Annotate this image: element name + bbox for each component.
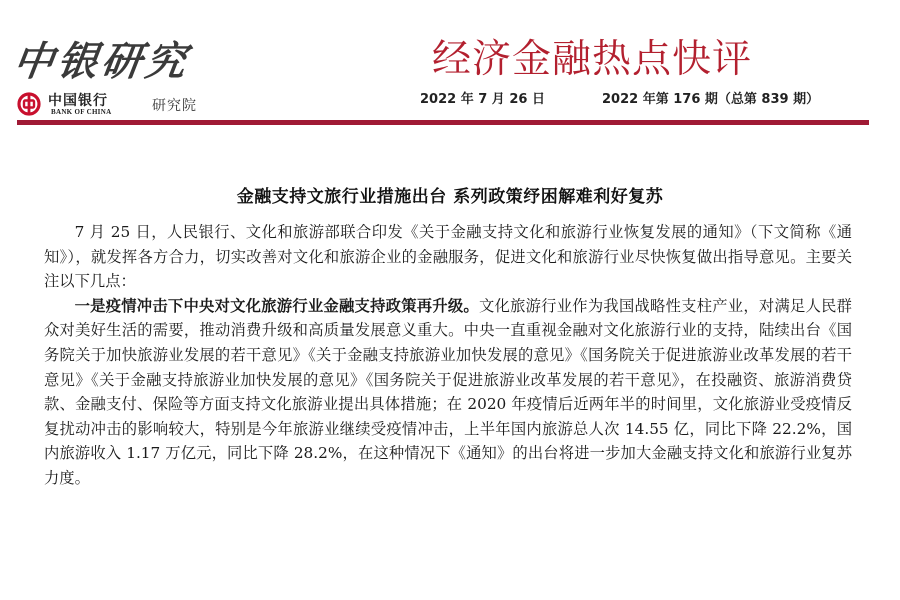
- report-date: 2022 年 7 月 26 日: [420, 92, 545, 107]
- article-headline: 金融支持文旅行业措施出台 系列政策纾困解难利好复苏: [236, 187, 664, 207]
- article-body: [44, 220, 852, 491]
- header-divider: [17, 120, 869, 125]
- report-series-title: 经济金融热点快评: [432, 37, 753, 82]
- paragraph-point-one: [44, 294, 852, 491]
- paragraph-intro: [44, 220, 852, 294]
- bank-name-cn: 中国银行: [48, 93, 108, 109]
- bank-name-en: BANK OF CHINA: [51, 108, 112, 116]
- paragraph-text: 文化旅游行业作为我国战略性支柱产业，对满足人民群众对美好生活的需要，推动消费升级和高质量发展意义重大。中央一直重视金融对文化旅游行业的支持，陆续出台《国务院关于加快旅游业发展的若干意见》《关于金融支持旅游业加快发展的意见》《国务院关于促进旅游业改革发展的若干意见》《关于金融支持旅游业加快发展的意见》《国务院关于促进旅游业改革发展的若干意见》，在投融资、旅游消费贷款、金融支付、保险等方面支持文化旅游业提出具体措施；在 2020 年疫情后近两年半的时间里，文化旅游业受疫情反复扰动冲击的影响较大，特别是今年旅游业继续受疫情冲击，上半年国内旅游总人次 14.55 亿，同比下降 22.2%，国内旅游收入 1.17 万亿元，同比下降 28.2%，在这种情况下《通知》的出台将进一步加大金融支持文化和旅游行业复苏力度。: [44, 296, 852, 487]
- paragraph-text: 7 月 25 日，人民银行、文化和旅游部联合印发《关于金融支持文化和旅游行业恢复发展的通知》（下文简称《通知》），就发挥各方合力，切实改善对文化和旅游企业的金融服务，促进文化和旅游行业尽快恢复做出指导意见。主要关注以下几点：: [44, 223, 852, 291]
- institute-label: 研究院: [152, 98, 197, 114]
- paragraph-lead: 一是疫情冲击下中央对文化旅游行业金融支持政策再升级。: [74, 296, 479, 315]
- bank-of-china-logo-icon: [17, 92, 41, 116]
- issue-number: 2022 年第 176 期（总第 839 期）: [602, 92, 820, 107]
- brand-calligraphy-logo: 中银研究: [10, 38, 193, 85]
- report-header: [0, 0, 900, 130]
